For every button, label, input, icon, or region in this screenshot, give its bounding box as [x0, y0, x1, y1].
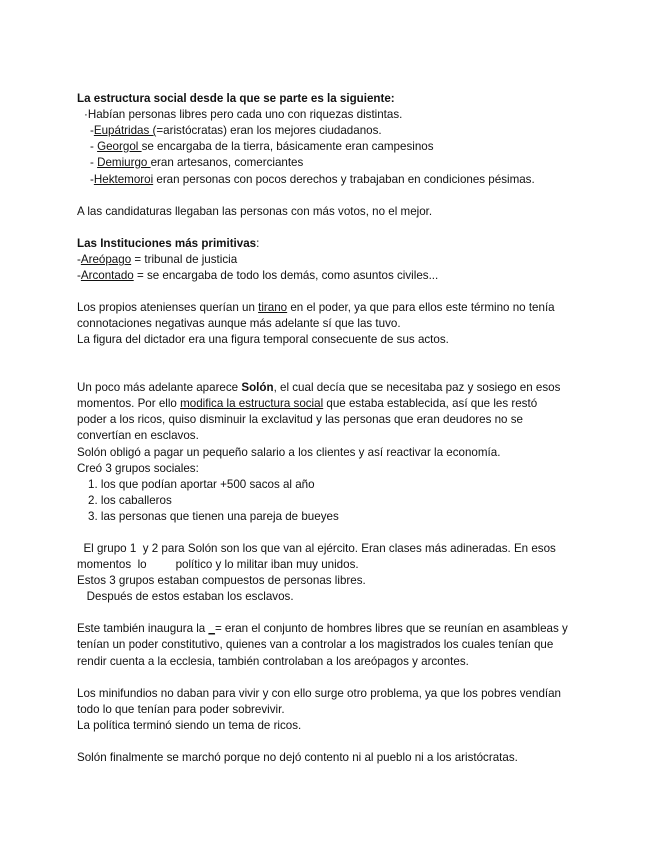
- dash: -: [90, 140, 98, 153]
- heading-text: Las Instituciones más primitivas: [77, 237, 257, 250]
- definition: se encargaba de la tierra, básicamente eran campesinos: [141, 140, 434, 153]
- paragraph-line: El grupo 1 y 2 para Solón son los que van al ejército. Eran clases más adineradas. En esos: [77, 542, 556, 555]
- text: Este también inaugura la: [77, 622, 209, 635]
- paragraph-line: Después de estos estaban los esclavos.: [77, 590, 294, 603]
- paragraph-line: poder a los ricos, quiso disminuir la exclavitud y las personas que eran deudores no se: [77, 413, 523, 426]
- text: que estaba establecida, así que les restó: [323, 397, 538, 410]
- text: Los propios atenienses querían un: [77, 301, 259, 314]
- list-item: [77, 252, 237, 268]
- heading-colon: :: [256, 237, 260, 250]
- paragraph-line: [77, 396, 537, 412]
- paragraph-line: [77, 380, 560, 396]
- term-modifica: modifica la estructura social: [180, 397, 324, 410]
- paragraph-line: La figura del dictador era una figura temporal consecuente de sus actos.: [77, 333, 449, 346]
- paragraph-line: Estos 3 grupos estaban compuestos de personas libres.: [77, 574, 366, 587]
- paragraph-line: convertían en esclavos.: [77, 429, 199, 442]
- term-areopago: Areópago: [80, 253, 132, 266]
- dash: -: [90, 124, 94, 137]
- list-item: [90, 139, 434, 155]
- paragraph-line: Creó 3 grupos sociales:: [77, 462, 199, 475]
- dash: -: [77, 253, 81, 266]
- dash: -: [90, 156, 98, 169]
- definition: = tribunal de justicia: [131, 253, 238, 266]
- paragraph-line: Solón finalmente se marchó porque no dejó contento ni al pueblo ni a los aristócratas.: [77, 751, 518, 764]
- paragraph-line: momentos lo político y lo militar iban muy unidos.: [77, 558, 359, 571]
- term-eupatridas: Eupátridas (: [93, 124, 157, 137]
- numbered-list-item: 2. los caballeros: [88, 494, 172, 507]
- name-solon: Solón: [241, 381, 274, 394]
- term-arcontado: Arcontado: [80, 269, 134, 282]
- list-item: [77, 268, 438, 284]
- term-georgol: Georgol: [97, 140, 142, 153]
- definition: =aristócratas) eran los mejores ciudadanos.: [156, 124, 382, 137]
- numbered-list-item: 1. los que podían aportar +500 sacos al año: [88, 478, 315, 491]
- text: Un poco más adelante aparece: [77, 381, 242, 394]
- list-item: [90, 155, 303, 171]
- text: = eran el conjunto de hombres libres que se reunían en asambleas y: [214, 622, 568, 635]
- definition: = se encargaba de todo los demás, como asuntos civiles...: [133, 269, 439, 282]
- paragraph-line: [77, 621, 568, 637]
- paragraph-line: tenían un poder constitutivo, quienes van a controlar a los magistrados los cuales tenían que: [77, 638, 554, 651]
- paragraph-line: [77, 300, 555, 316]
- paragraph-line: connotaciones negativas aunque más adelante sí que las tuvo.: [77, 317, 401, 330]
- underlined-blank: _: [208, 622, 215, 635]
- definition: eran personas con pocos derechos y trabajaban en condiciones pésimas.: [153, 173, 535, 186]
- dash: -: [77, 269, 81, 282]
- term-hektemoroi: Hektemoroi: [93, 173, 154, 186]
- text: en el poder, ya que para ellos este término no tenía: [287, 301, 555, 314]
- definition: eran artesanos, comerciantes: [150, 156, 304, 169]
- text: , el cual decía que se necesitaba paz y sosiego en esos: [273, 381, 561, 394]
- numbered-list-item: 3. las personas que tienen una pareja de bueyes: [88, 510, 339, 523]
- section-heading-institutions: [77, 236, 259, 252]
- paragraph-line: Solón obligó a pagar un pequeño salario a los clientes y así reactivar la economía.: [77, 446, 501, 459]
- text: momentos. Por ello: [77, 397, 181, 410]
- section-heading-social-structure: La estructura social desde la que se parte es la siguiente:: [77, 92, 395, 105]
- term-tirano: tirano: [258, 301, 288, 314]
- paragraph-line: ·Habían personas libres pero cada uno con riquezas distintas.: [84, 108, 403, 121]
- paragraph-line: Los minifundios no daban para vivir y con ello surge otro problema, ya que los pobres vendían: [77, 687, 562, 700]
- term-demiurgo: Demiurgo: [97, 156, 151, 169]
- list-item: [90, 172, 535, 188]
- paragraph-line: La política terminó siendo un tema de ricos.: [77, 719, 302, 732]
- paragraph-line: rendir cuenta a la ecclesia, también controlaban a los areópagos y arcontes.: [77, 655, 469, 668]
- paragraph-line: todo lo que tenían para poder sobrevivir.: [77, 703, 285, 716]
- dash: -: [90, 173, 94, 186]
- list-item: [90, 123, 382, 139]
- paragraph-line: A las candidaturas llegaban las personas con más votos, no el mejor.: [77, 205, 433, 218]
